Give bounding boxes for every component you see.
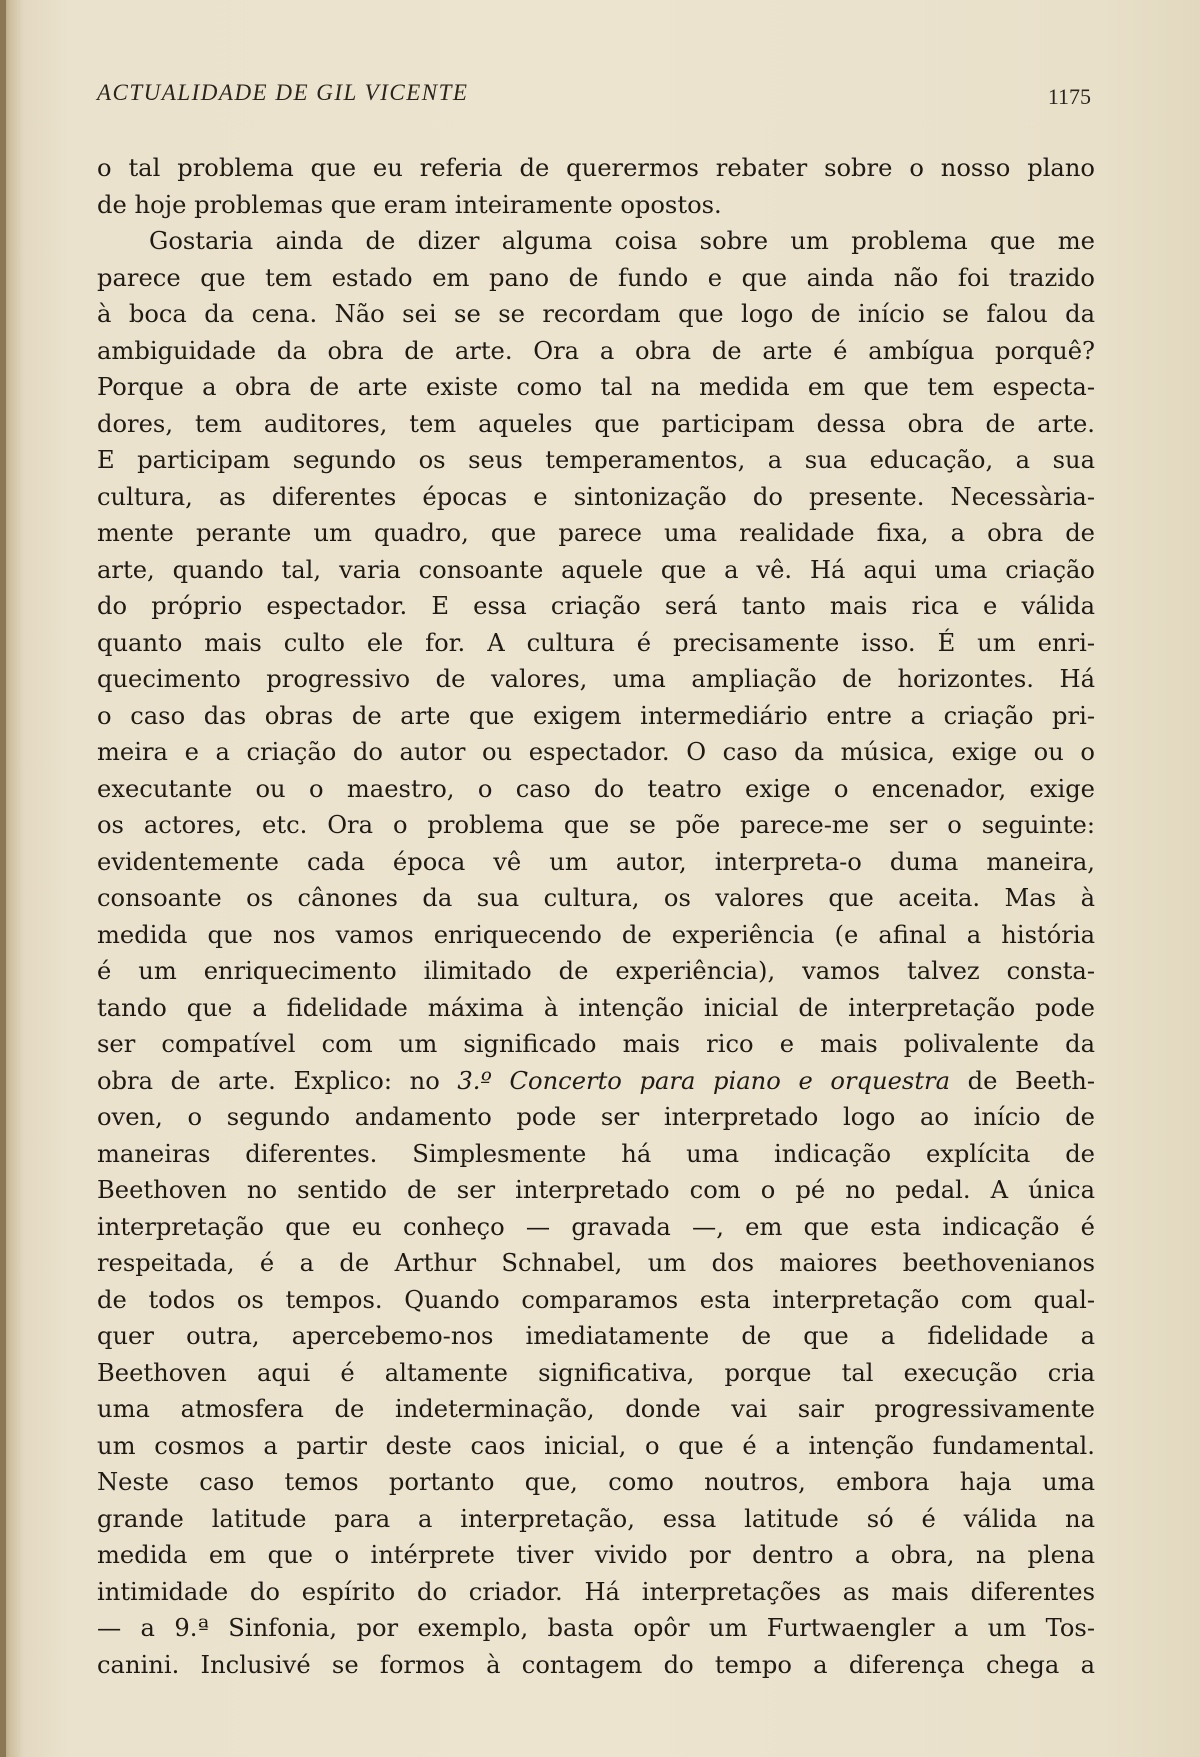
text-line: consoante os cânones da sua cultura, os valores que aceita. Mas à [97,884,1095,912]
text-line: Beethoven aqui é altamente significativa, porque tal execução cria [97,1358,1095,1387]
text-line: respeitada, é a de Arthur Schnabel, um dos maiores beethovenianos [97,1249,1095,1277]
page-header [97,80,1095,116]
text-line: medida que nos vamos enriquecendo de experiência (e afinal a história [97,920,1095,949]
text-line: Beethoven no sentido de ser interpretado com o pé no pedal. A única [97,1176,1095,1204]
text-line: intimidade do espírito do criador. Há interpretações as mais diferentes [97,1577,1095,1606]
text-line: quanto mais culto ele for. A cultura é precisamente isso. É um enri- [97,628,1095,657]
text-line: evidentemente cada época vê um autor, interpreta-o duma maneira, [97,847,1095,876]
text-line: quer outra, apercebemo-nos imediatamente de que a fidelidade a [97,1322,1095,1350]
text-line: medida em que o intérprete tiver vivido por dentro a obra, na plena [97,1541,1095,1569]
running-head: ACTUALIDADE DE GIL VICENTE [97,80,469,105]
text-line: Neste caso temos portanto que, como noutros, embora haja uma [97,1468,1095,1496]
text-line: parece que tem estado em pano de fundo e que ainda não foi trazido [97,263,1095,292]
text-line: Porque a obra de arte existe como tal na medida em que tem especta- [97,373,1095,401]
text-line: ser compatível com um significado mais rico e mais polivalente da [97,1030,1095,1058]
text-line: executante ou o maestro, o caso do teatro exige o encenador, exige [97,774,1095,803]
text-line: grande latitude para a interpretação, essa latitude só é válida na [97,1504,1095,1533]
text-fragment: obra de arte. Explico: no [97,1066,458,1095]
text-line: mente perante um quadro, que parece uma realidade fixa, a obra de [97,519,1095,547]
text-fragment: de Beeth- [950,1066,1095,1095]
text-line: tando que a fidelidade máxima à intenção inicial de interpretação pode [97,993,1095,1022]
text-line: maneiras diferentes. Simplesmente há uma indicação explícita de [97,1139,1095,1168]
text-line: quecimento progressivo de valores, uma ampliação de horizontes. Há [97,665,1095,693]
text-line: do próprio espectador. E essa criação será tanto mais rica e válida [97,592,1095,620]
text-line: oven, o segundo andamento pode ser interpretado logo ao início de [97,1103,1095,1131]
text-line: dores, tem auditores, tem aqueles que participam dessa obra de arte. [97,409,1095,438]
text-line: uma atmosfera de indeterminação, donde vai sair progressivamente [97,1395,1095,1423]
text-line: ambiguidade da obra de arte. Ora a obra de arte é ambígua porquê? [97,336,1095,365]
text-line: interpretação que eu conheço — gravada —, em que esta indicação é [97,1212,1095,1241]
text-line: Gostaria ainda de dizer alguma coisa sobre um problema que me [149,227,1095,255]
text-line: meira e a criação do autor ou espectador. O caso da música, exige ou o [97,738,1095,766]
page-number: 1175 [1047,84,1091,109]
body-text [97,150,1095,1683]
text-line: E participam segundo os seus temperamentos, a sua educação, a sua [97,446,1095,474]
work-title: 3.º Concerto para piano e orquestra [457,1066,951,1095]
text-line: à boca da cena. Não sei se se recordam que logo de início se falou da [97,300,1095,328]
text-line: — a 9.ª Sinfonia, por exemplo, basta opôr um Furtwaengler a um Tos- [97,1614,1095,1642]
text-line: canini. Inclusivé se formos à contagem do tempo a diferença chega a [97,1650,1095,1679]
text-line: um cosmos a partir deste caos inicial, o que é a intenção fundamental. [97,1431,1095,1460]
text-line-with-work-title [97,1063,1095,1100]
text-line: de hoje problemas que eram inteiramente opostos. [97,190,722,219]
text-line: de todos os tempos. Quando comparamos esta interpretação com qual- [97,1285,1095,1314]
text-line: o tal problema que eu referia de querermos rebater sobre o nosso plano [97,154,1095,182]
text-line: é um enriquecimento ilimitado de experiência), vamos talvez consta- [97,957,1095,985]
text-line: os actores, etc. Ora o problema que se põe parece-me ser o seguinte: [97,811,1095,839]
text-line: o caso das obras de arte que exigem intermediário entre a criação pri- [97,701,1095,730]
text-line: cultura, as diferentes épocas e sintonização do presente. Necessària- [97,482,1095,511]
text-line: arte, quando tal, varia consoante aquele que a vê. Há aqui uma criação [97,555,1095,584]
page-binding-edge [0,0,6,1757]
